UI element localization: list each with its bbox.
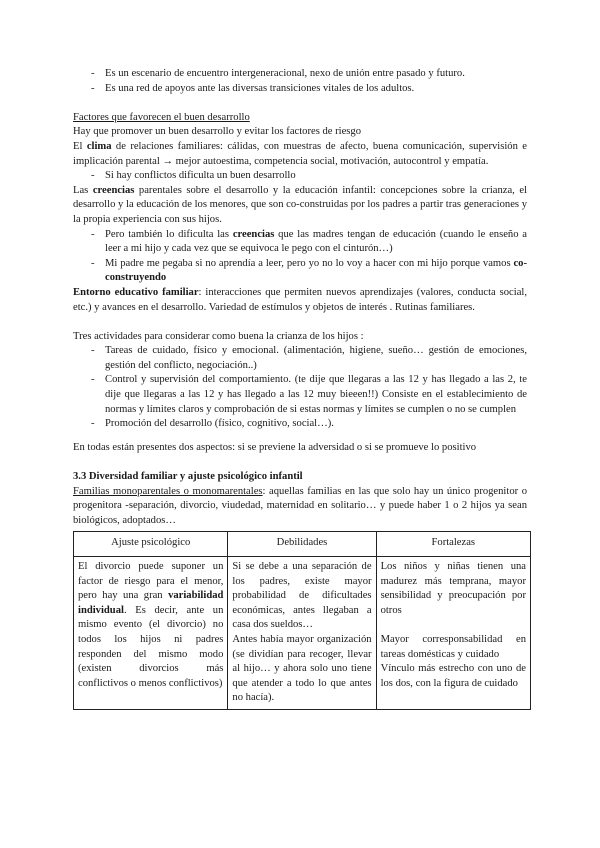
table-cell: Los niños y niñas tienen una madurez más temprana, mayor sensibilidad y preocupación por otros Mayor corresponsabilidad en tareas domésticas y cuidado Vínculo más estrecho con uno de los dos, con la figura de cuidado xyxy=(376,557,530,710)
list-item: - Tareas de cuidado, físico y emocional. (alimentación, higiene, sueño… gestión de emociones, gestión del conflicto, negociación..) xyxy=(73,344,527,373)
list-item: - Mi padre me pegaba si no aprendía a leer, pero yo no lo voy a hacer con mi hijo porque vamos co-construyendo xyxy=(73,257,527,286)
table-cell: Si se debe a una separación de los padres, existe mayor probabilidad de dificultades económicas, antes llegaban a casa dos sueldos… Antes había mayor organización (se dividían para recoger, llevar al hijo… y ahora solo uno tiene que atender a todo lo que antes no hacía). xyxy=(228,557,376,710)
paragraph: Hay que promover un buen desarrollo y evitar los factores de riesgo xyxy=(73,126,361,138)
list-item: - Control y supervisión del comportamiento. (te dije que llegaras a las 12 y has llegado a las 2, te dije que llegaras a las 12 y has llegado a las 12 muy bieeen!!) Consiste en el establecimiento de normas y límites claros y comprobación de si estas normas y límites se cumplen o no se cumplen xyxy=(73,373,527,417)
paragraph-entorno: Entorno educativo familiar: interacciones que permiten nuevos aprendizajes (valores, conducta social, etc.) y avances en el desarrollo. Variedad de estímulos y objetos de interés . Rutinas familiares. xyxy=(73,286,527,313)
bold-term: creencias xyxy=(92,184,135,196)
list-item: - Pero también lo dificulta las creencias que las madres tengan de educación (cuando le enseño a leer a mi hijo y cada vez que se equivoca le pego con el cinturón…) xyxy=(73,228,527,257)
list-item: - Promoción del desarrollo (físico, cognitivo, social…). xyxy=(73,417,527,432)
paragraph: Tres actividades para considerar como buena la crianza de los hijos : xyxy=(73,330,364,342)
list-item: - Es una red de apoyos ante las diversas transiciones vitales de los adultos. xyxy=(73,82,527,97)
table-cell: El divorcio puede suponer un factor de riesgo para el menor, pero hay una gran variabilidad individual. Es decir, ante un mismo evento (el divorcio) no todos los hijos ni padres responden del mismo modo (existen divorcios más conflictivos o menos conflictivos) xyxy=(74,557,228,710)
table-header-row xyxy=(74,532,531,557)
list-item: - Es un escenario de encuentro intergeneracional, nexo de unión entre pasado y futuro. xyxy=(73,67,527,82)
paragraph: En todas están presentes dos aspectos: si se previene la adversidad o si se promueve lo positivo xyxy=(73,441,477,453)
bold-term: Entorno educativo familiar xyxy=(73,286,199,298)
section-heading-factores: Factores que favorecen el buen desarrollo xyxy=(73,111,250,123)
section-title: 3.3 Diversidad familiar y ajuste psicológico infantil xyxy=(73,471,303,483)
paragraph-creencias: Las creencias parentales sobre el desarrollo y la educación infantil: concepciones sobre la crianza, el desarrollo y la educación de los menores, que son co-construidas por los padres a partir tras generaciones y la propia experiencia con sus hijos. xyxy=(73,184,527,225)
table-header: Debilidades xyxy=(228,532,376,557)
bold-term: clima xyxy=(86,140,112,152)
document-content xyxy=(73,67,527,710)
comparison-table xyxy=(73,531,531,710)
table-header: Fortalezas xyxy=(376,532,530,557)
paragraph-clima: El clima de relaciones familiares: cálidas, con muestras de afecto, buena comunicación, supervisión e implicación parental → mejor autoestima, competencia social, motivación, autocontrol y empatía. xyxy=(73,140,527,167)
list-item: - Si hay conflictos dificulta un buen desarrollo xyxy=(73,169,527,184)
table-header: Ajuste psicológico xyxy=(74,532,228,557)
paragraph-monoparentales: Familias monoparentales o monomarentales: aquellas familias en las que solo hay un único progenitor o progenitora -separación, divorcio, viudedad, maternidad en solitario… y puede haber 1 o 2 hijos ya sean biológicos, adoptados… xyxy=(73,485,527,526)
table-row xyxy=(74,557,531,710)
